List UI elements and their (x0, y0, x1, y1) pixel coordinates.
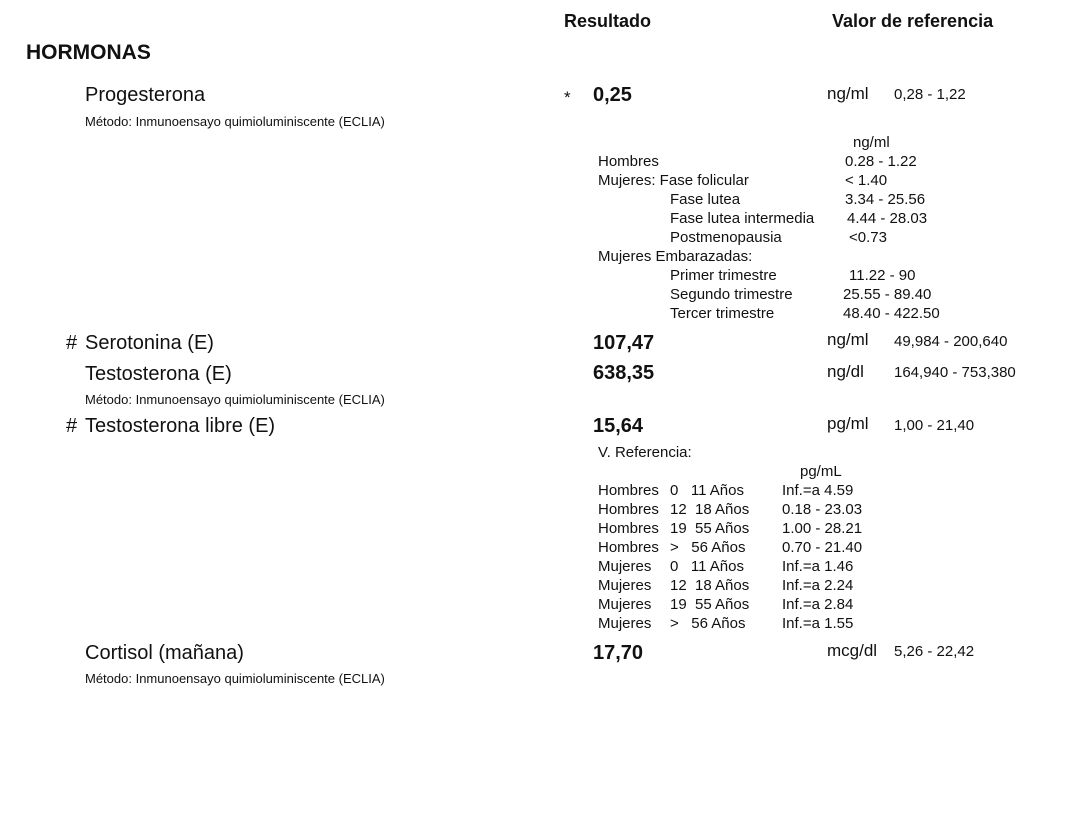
test-range: 49,984 - 200,640 (894, 333, 1008, 350)
ref-age: 19 55 Años (670, 596, 750, 613)
section-title: HORMONAS (26, 41, 151, 64)
test-range: 1,00 - 21,40 (894, 417, 975, 434)
ref-label: Primer trimestre (670, 267, 777, 284)
ref-value: Inf.=a 2.84 (782, 596, 854, 613)
ref-value: 0.70 - 21.40 (782, 539, 863, 556)
ref-label: Postmenopausia (670, 229, 782, 246)
ref-value: <0.73 (849, 229, 887, 246)
test-method: Método: Inmunoensayo quimioluminiscente (ECLIA) (85, 671, 385, 686)
test-range: 0,28 - 1,22 (894, 86, 966, 103)
test-name: Progesterona (85, 84, 206, 106)
ref-group: Hombres (598, 482, 659, 499)
ref-value: 3.34 - 25.56 (845, 191, 926, 208)
ref-age: 19 55 Años (670, 520, 750, 537)
ref-group: Mujeres (598, 615, 652, 632)
test-name: Testosterona libre (E) (85, 415, 276, 437)
ref-label: Mujeres Embarazadas: (598, 248, 753, 265)
test-range: 164,940 - 753,380 (894, 364, 1016, 381)
ref-age: > 56 Años (670, 615, 746, 632)
test-method: Método: Inmunoensayo quimioluminiscente (ECLIA) (85, 114, 385, 129)
ref-value: 48.40 - 422.50 (843, 305, 940, 322)
ref-value: 0.28 - 1.22 (845, 153, 917, 170)
ref-value: 4.44 - 28.03 (847, 210, 928, 227)
ref-group: Hombres (598, 520, 659, 537)
ref-value: 1.00 - 28.21 (782, 520, 863, 537)
test-unit: pg/ml (827, 414, 869, 433)
ref-group: Mujeres (598, 577, 652, 594)
external-lab-flag: # (66, 332, 78, 354)
ref-age: 12 18 Años (670, 577, 750, 594)
test-unit: ng/dl (827, 362, 864, 381)
ref-label: Mujeres: Fase folicular (598, 172, 749, 189)
ref-label: Tercer trimestre (670, 305, 775, 322)
test-range: 5,26 - 22,42 (894, 643, 975, 660)
ref-value: < 1.40 (845, 172, 888, 189)
ref-group: Mujeres (598, 596, 652, 613)
ref-group: Hombres (598, 539, 659, 556)
test-unit: mcg/dl (827, 641, 878, 660)
ref-value: 25.55 - 89.40 (843, 286, 932, 303)
ref-group: Mujeres (598, 558, 652, 575)
ref-value: Inf.=a 1.46 (782, 558, 854, 575)
test-name: Testosterona (E) (85, 363, 232, 385)
test-result: 17,70 (593, 642, 644, 664)
test-unit: ng/ml (827, 84, 869, 103)
test-unit: ng/ml (827, 330, 869, 349)
ref-value: Inf.=a 2.24 (782, 577, 854, 594)
ref-value: Inf.=a 4.59 (782, 482, 854, 499)
test-result: 0,25 (593, 84, 632, 106)
ref-value: 0.18 - 23.03 (782, 501, 863, 518)
ref-age: 0 11 Años (670, 482, 744, 499)
test-result: 638,35 (593, 362, 655, 384)
test-result: 107,47 (593, 332, 655, 354)
ref-label: Hombres (598, 153, 659, 170)
ref-group: Hombres (598, 501, 659, 518)
reference-column-header: Valor de referencia (832, 11, 994, 31)
external-lab-flag: # (66, 415, 78, 437)
ref-age: 12 18 Años (670, 501, 750, 518)
abnormal-mark: * (564, 88, 571, 107)
ref-unit: ng/ml (853, 134, 890, 151)
test-name: Cortisol (mañana) (85, 642, 244, 664)
ref-unit: pg/mL (800, 463, 842, 480)
ref-label: Fase lutea (670, 191, 741, 208)
ref-title: V. Referencia: (598, 444, 692, 461)
result-column-header: Resultado (564, 11, 652, 31)
ref-label: Fase lutea intermedia (670, 210, 815, 227)
ref-label: Segundo trimestre (670, 286, 793, 303)
ref-age: 0 11 Años (670, 558, 744, 575)
test-name: Serotonina (E) (85, 332, 214, 354)
ref-value: Inf.=a 1.55 (782, 615, 854, 632)
ref-value: 11.22 - 90 (849, 267, 916, 284)
ref-age: > 56 Años (670, 539, 746, 556)
test-result: 15,64 (593, 415, 644, 437)
test-method: Método: Inmunoensayo quimioluminiscente (ECLIA) (85, 392, 385, 407)
